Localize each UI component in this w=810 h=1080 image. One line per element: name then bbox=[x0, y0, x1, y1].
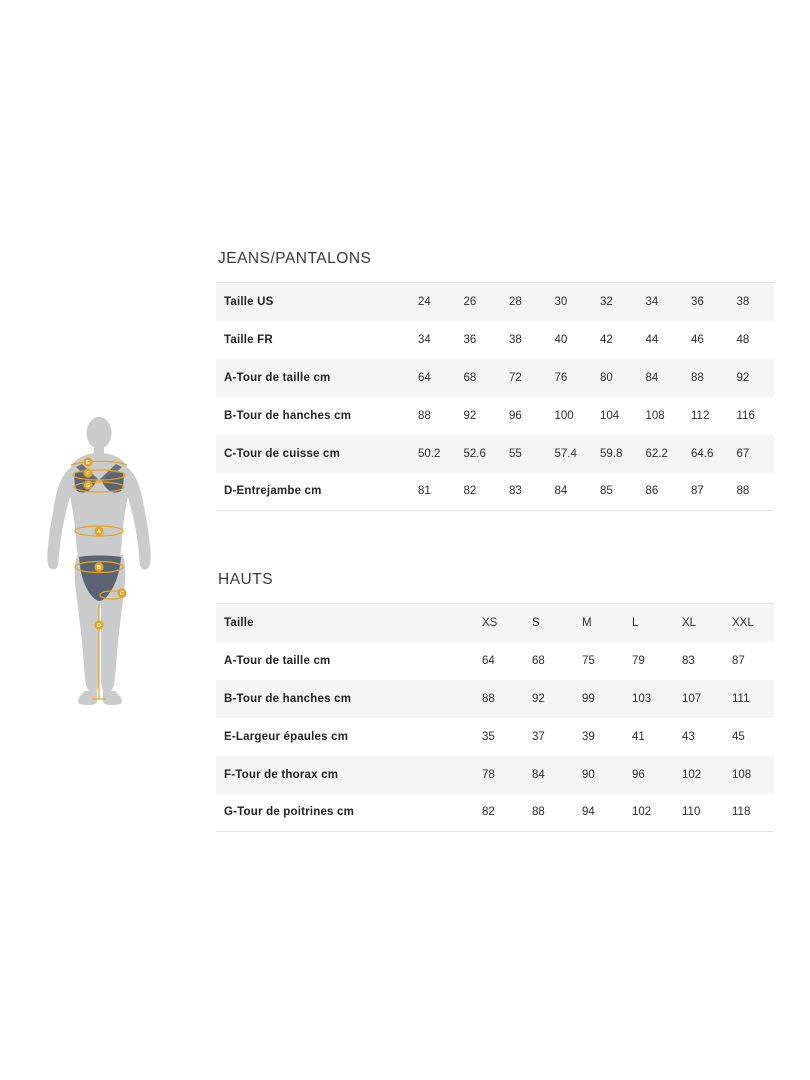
cell: 43 bbox=[682, 730, 695, 743]
table-row bbox=[216, 604, 774, 642]
cell: 76 bbox=[554, 371, 568, 384]
table-row bbox=[216, 359, 774, 397]
cell: 75 bbox=[582, 654, 595, 667]
cell: 26 bbox=[456, 283, 502, 321]
cell: 88 bbox=[524, 794, 574, 832]
cell: 90 bbox=[582, 768, 595, 781]
cell: 88 bbox=[729, 473, 775, 511]
cell: 83 bbox=[682, 654, 695, 667]
cell: S bbox=[524, 604, 574, 642]
section-title-hauts: HAUTS bbox=[218, 571, 274, 588]
cell: 40 bbox=[554, 333, 568, 346]
svg-text:F: F bbox=[86, 471, 90, 477]
cell: 45 bbox=[732, 730, 745, 743]
row-label: F-Tour de thorax cm bbox=[224, 768, 339, 781]
row-label: A-Tour de taille cm bbox=[224, 371, 331, 384]
cell: 102 bbox=[624, 794, 674, 832]
table-jeans-pantalons bbox=[216, 282, 774, 511]
size-tables bbox=[216, 250, 776, 832]
cell: 64 bbox=[482, 654, 495, 667]
cell: 107 bbox=[682, 692, 702, 705]
cell: 80 bbox=[600, 371, 613, 384]
cell: 38 bbox=[729, 283, 775, 321]
cell: 84 bbox=[532, 768, 545, 781]
svg-text:B: B bbox=[97, 565, 101, 571]
cell: 28 bbox=[501, 283, 547, 321]
svg-text:G: G bbox=[85, 483, 91, 489]
marker-B bbox=[94, 562, 103, 571]
row-label: Taille bbox=[216, 604, 474, 642]
cell: 59.8 bbox=[600, 447, 623, 460]
table-row bbox=[216, 680, 774, 718]
row-label: D-Entrejambe cm bbox=[216, 473, 410, 511]
cell: 39 bbox=[582, 730, 595, 743]
body-measurement-illustration bbox=[30, 415, 200, 715]
cell: 99 bbox=[582, 692, 595, 705]
table-row bbox=[216, 397, 774, 435]
table-row bbox=[216, 283, 774, 321]
cell: XS bbox=[474, 604, 524, 642]
cell: 44 bbox=[645, 333, 659, 346]
cell: 50.2 bbox=[418, 447, 441, 460]
cell: 79 bbox=[632, 654, 645, 667]
marker-E bbox=[83, 457, 92, 466]
cell: 86 bbox=[638, 473, 684, 511]
cell: 64.6 bbox=[691, 447, 714, 460]
svg-text:E: E bbox=[86, 460, 90, 466]
cell: 102 bbox=[682, 768, 702, 781]
cell: 112 bbox=[691, 409, 710, 422]
cell: 96 bbox=[509, 409, 522, 422]
cell: 110 bbox=[674, 794, 724, 832]
cell: 55 bbox=[509, 447, 522, 460]
svg-text:C: C bbox=[120, 591, 124, 597]
cell: 92 bbox=[463, 409, 477, 422]
cell: 36 bbox=[463, 333, 477, 346]
cell: XXL bbox=[724, 604, 774, 642]
cell: 108 bbox=[645, 409, 665, 422]
cell: 87 bbox=[683, 473, 729, 511]
marker-C bbox=[117, 588, 126, 597]
cell: 35 bbox=[482, 730, 495, 743]
table-hauts bbox=[216, 603, 774, 832]
cell: 116 bbox=[736, 409, 755, 422]
cell: 82 bbox=[456, 473, 502, 511]
cell: 87 bbox=[732, 654, 745, 667]
cell: 88 bbox=[482, 692, 495, 705]
cell: 62.2 bbox=[645, 447, 668, 460]
cell: 24 bbox=[410, 283, 456, 321]
cell: 34 bbox=[638, 283, 684, 321]
row-label: B-Tour de hanches cm bbox=[224, 692, 352, 705]
cell: L bbox=[624, 604, 674, 642]
table-row bbox=[216, 718, 774, 756]
cell: 92 bbox=[532, 692, 545, 705]
cell: 78 bbox=[482, 768, 495, 781]
cell: 100 bbox=[554, 409, 574, 422]
cell: 48 bbox=[736, 333, 750, 346]
cell: 84 bbox=[645, 371, 659, 384]
marker-A bbox=[94, 526, 103, 535]
row-label: Taille FR bbox=[224, 333, 273, 346]
cell: 64 bbox=[418, 371, 431, 384]
cell: 83 bbox=[501, 473, 547, 511]
cell: 88 bbox=[691, 371, 704, 384]
cell: 67 bbox=[736, 447, 750, 460]
section-title-jeans: JEANS/PANTALONS bbox=[218, 250, 372, 267]
cell: 82 bbox=[474, 794, 524, 832]
svg-text:D: D bbox=[97, 623, 101, 629]
cell: 103 bbox=[632, 692, 652, 705]
row-label: Taille US bbox=[216, 283, 410, 321]
cell: 32 bbox=[592, 283, 638, 321]
cell: M bbox=[574, 604, 624, 642]
cell: 30 bbox=[547, 283, 593, 321]
cell: 96 bbox=[632, 768, 645, 781]
cell: 72 bbox=[509, 371, 522, 384]
cell: XL bbox=[674, 604, 724, 642]
marker-D bbox=[94, 620, 103, 629]
cell: 108 bbox=[732, 768, 752, 781]
cell: 111 bbox=[732, 692, 750, 705]
cell: 85 bbox=[592, 473, 638, 511]
row-label: A-Tour de taille cm bbox=[224, 654, 331, 667]
cell: 41 bbox=[632, 730, 645, 743]
cell: 68 bbox=[532, 654, 545, 667]
marker-F bbox=[83, 468, 92, 477]
cell: 57.4 bbox=[554, 447, 577, 460]
cell: 92 bbox=[736, 371, 750, 384]
cell: 37 bbox=[532, 730, 545, 743]
row-label: C-Tour de cuisse cm bbox=[224, 447, 341, 460]
table-row bbox=[216, 321, 774, 359]
cell: 88 bbox=[418, 409, 431, 422]
row-label: E-Largeur épaules cm bbox=[224, 730, 349, 743]
cell: 104 bbox=[600, 409, 620, 422]
table-row bbox=[216, 435, 774, 473]
cell: 118 bbox=[724, 794, 774, 832]
marker-G bbox=[83, 480, 92, 489]
svg-text:A: A bbox=[97, 529, 101, 535]
row-label: G-Tour de poitrines cm bbox=[216, 794, 474, 832]
cell: 34 bbox=[418, 333, 431, 346]
cell: 52.6 bbox=[463, 447, 486, 460]
table-row bbox=[216, 756, 774, 794]
cell: 36 bbox=[683, 283, 729, 321]
cell: 81 bbox=[410, 473, 456, 511]
table-row bbox=[216, 473, 774, 511]
cell: 68 bbox=[463, 371, 477, 384]
row-label: B-Tour de hanches cm bbox=[224, 409, 352, 422]
table-row bbox=[216, 642, 774, 680]
cell: 42 bbox=[600, 333, 613, 346]
cell: 46 bbox=[691, 333, 704, 346]
cell: 94 bbox=[574, 794, 624, 832]
table-row bbox=[216, 794, 774, 832]
cell: 38 bbox=[509, 333, 522, 346]
cell: 84 bbox=[547, 473, 593, 511]
